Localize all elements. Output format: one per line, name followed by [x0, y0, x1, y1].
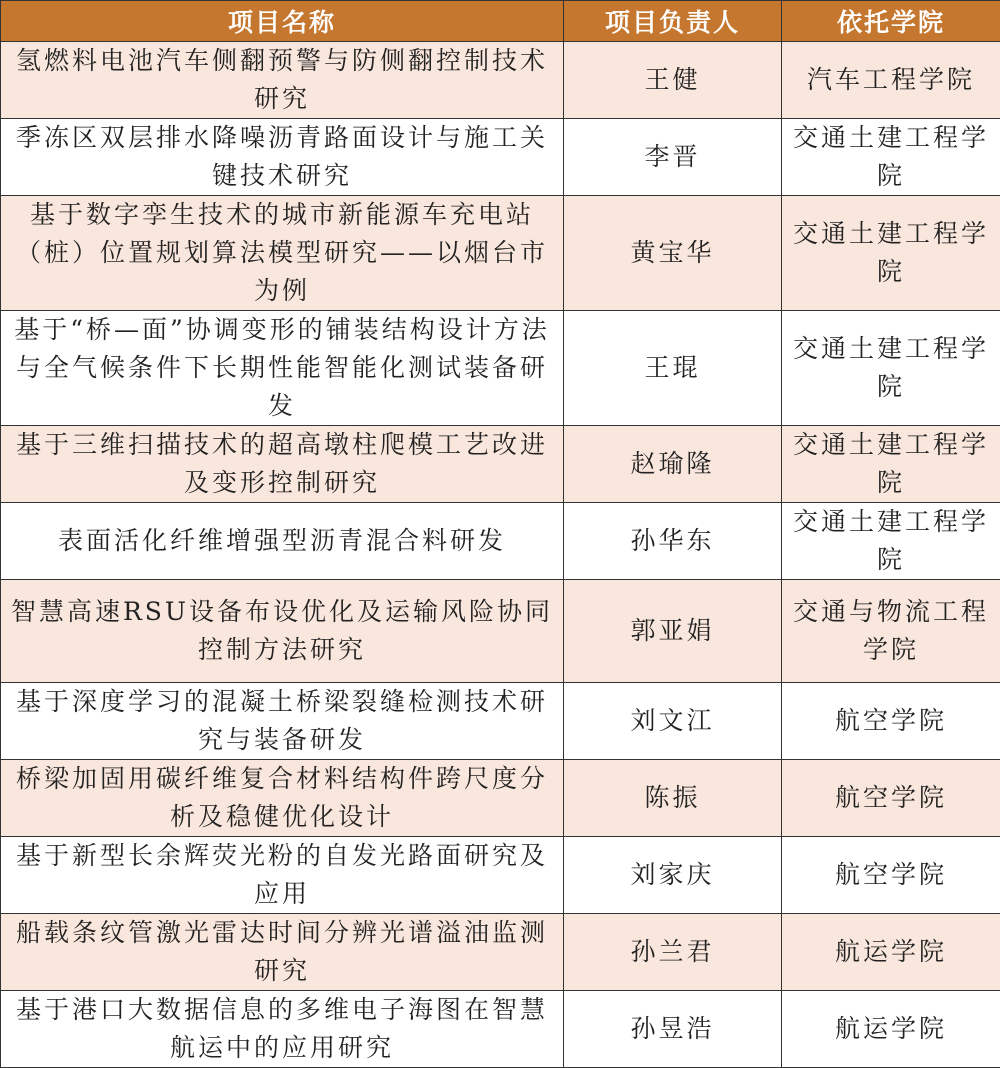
project-name-cell: 基于新型长余辉荧光粉的自发光路面研究及应用: [1, 837, 564, 914]
college-cell: 交通土建工程学院: [782, 311, 1000, 426]
project-name-cell: 基于港口大数据信息的多维电子海图在智慧航运中的应用研究: [1, 991, 564, 1068]
project-name-cell: 智慧高速RSU设备布设优化及运输风险协同控制方法研究: [1, 580, 564, 683]
college-cell: 航空学院: [782, 837, 1000, 914]
college-cell: 航空学院: [782, 683, 1000, 760]
leader-cell: 郭亚娟: [564, 580, 782, 683]
table-row: [1, 991, 1000, 1068]
college-cell: 航空学院: [782, 760, 1000, 837]
table-row: [1, 196, 1000, 311]
table-row: [1, 42, 1000, 119]
project-name-cell: 桥梁加固用碳纤维复合材料结构件跨尺度分析及稳健优化设计: [1, 760, 564, 837]
college-cell: 交通土建工程学院: [782, 119, 1000, 196]
leader-cell: 孙兰君: [564, 914, 782, 991]
college-cell: 航运学院: [782, 914, 1000, 991]
leader-cell: 孙华东: [564, 503, 782, 580]
college-cell: 交通土建工程学院: [782, 503, 1000, 580]
leader-cell: 陈振: [564, 760, 782, 837]
college-cell: 交通土建工程学院: [782, 196, 1000, 311]
leader-cell: 李晋: [564, 119, 782, 196]
leader-cell: 黄宝华: [564, 196, 782, 311]
table-row: [1, 311, 1000, 426]
table-row: [1, 426, 1000, 503]
college-cell: 交通土建工程学院: [782, 426, 1000, 503]
project-name-cell: 基于三维扫描技术的超高墩柱爬模工艺改进及变形控制研究: [1, 426, 564, 503]
column-header-leader: 项目负责人: [564, 1, 782, 42]
header-row: [1, 1, 1000, 42]
project-name-cell: 氢燃料电池汽车侧翻预警与防侧翻控制技术研究: [1, 42, 564, 119]
college-cell: 交通与物流工程学院: [782, 580, 1000, 683]
column-header-project-name: 项目名称: [1, 1, 564, 42]
table-row: [1, 837, 1000, 914]
college-cell: 汽车工程学院: [782, 42, 1000, 119]
project-name-cell: 基于数字孪生技术的城市新能源车充电站（桩）位置规划算法模型研究——以烟台市为例: [1, 196, 564, 311]
table-row: [1, 914, 1000, 991]
leader-cell: 王健: [564, 42, 782, 119]
project-name-cell: 船载条纹管激光雷达时间分辨光谱溢油监测研究: [1, 914, 564, 991]
table-row: [1, 119, 1000, 196]
table-row: [1, 760, 1000, 837]
leader-cell: 孙昱浩: [564, 991, 782, 1068]
project-name-cell: 表面活化纤维增强型沥青混合料研发: [1, 503, 564, 580]
leader-cell: 刘文江: [564, 683, 782, 760]
leader-cell: 刘家庆: [564, 837, 782, 914]
table-row: [1, 503, 1000, 580]
leader-cell: 王琨: [564, 311, 782, 426]
column-header-college: 依托学院: [782, 1, 1000, 42]
leader-cell: 赵瑜隆: [564, 426, 782, 503]
table-row: [1, 683, 1000, 760]
table-row: [1, 580, 1000, 683]
project-name-cell: 基于“桥—面”协调变形的铺装结构设计方法与全气候条件下长期性能智能化测试装备研发: [1, 311, 564, 426]
project-name-cell: 基于深度学习的混凝土桥梁裂缝检测技术研究与装备研发: [1, 683, 564, 760]
project-name-cell: 季冻区双层排水降噪沥青路面设计与施工关键技术研究: [1, 119, 564, 196]
college-cell: 航运学院: [782, 991, 1000, 1068]
